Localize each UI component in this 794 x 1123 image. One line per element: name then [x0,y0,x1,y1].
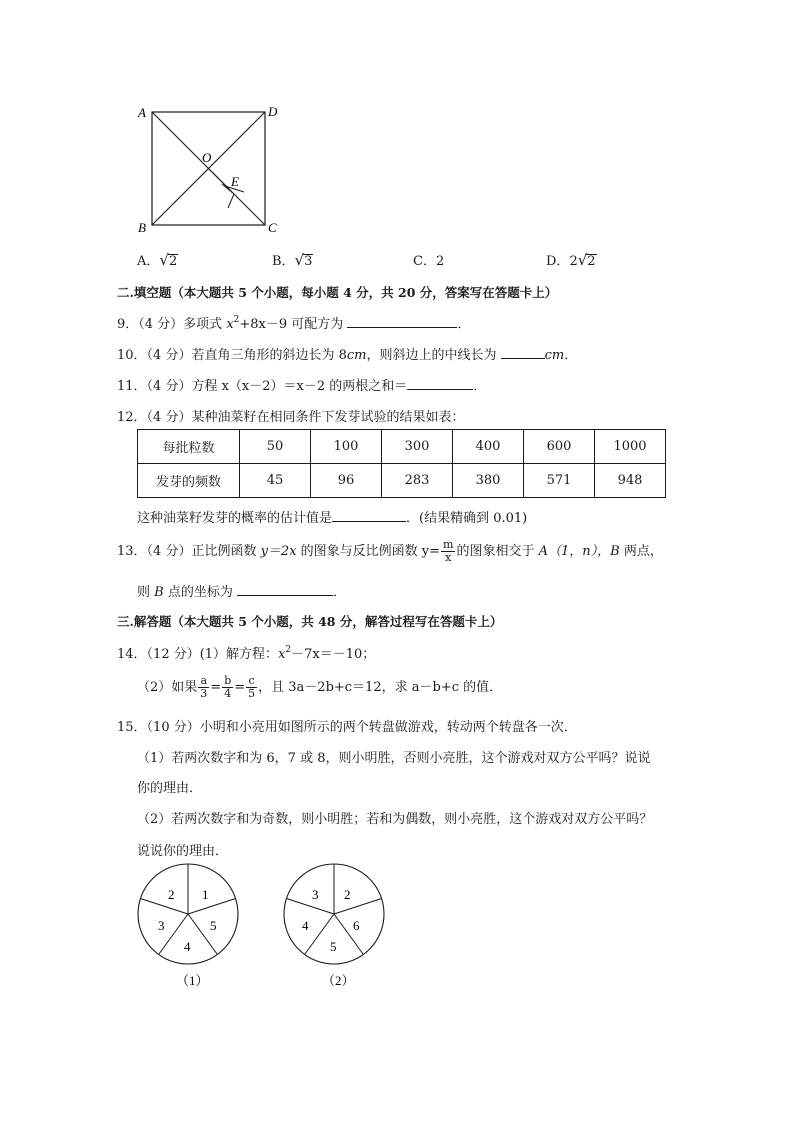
option-a-radicand: 2 [168,254,178,269]
q14-fraction-a [198,675,209,700]
q13-l1-b: 的图象与反比例函数 y= [296,544,441,559]
question-11 [117,375,486,394]
q13-l1-c: 的图象相交于 [456,544,539,559]
option-c-value: 2 [435,254,445,269]
table-cell: 380 [453,464,524,498]
q13-l2-c: 点的坐标为 [163,585,237,600]
spinner-1-number: 5 [210,918,217,933]
q14-l1-exp: 2 [285,645,292,655]
table-cell: 100 [311,430,382,464]
table-cell: 45 [240,464,311,498]
table-header-cell: 发芽的频数 [138,464,240,498]
option-d-coef: 2 [569,254,578,269]
table-header-cell: 每批粒数 [138,430,240,464]
table-cell: 283 [382,464,453,498]
option-b: B．√3 [272,251,313,269]
q14-l2-a: （2）如果 [137,680,198,695]
spinner-1-number: 4 [184,939,191,954]
q13-l1-pt: A（1，n），B [538,544,620,559]
q14-f3-den: 5 [248,687,256,700]
option-a: A．√2 [137,251,178,269]
q13-l1-d: 两点， [619,544,663,559]
q10-answer-blank [501,346,545,359]
section-3-title: 三.解答题（本大题共 5 个小题，共 48 分，解答过程写在答题卡上） [117,614,503,629]
table-cell: 600 [524,430,595,464]
question-10 [117,344,577,363]
q11-end: ． [473,379,487,394]
q14-l2-b: ，且 3a－2b+c＝12，求 a－b+c 的值． [258,680,503,695]
question-9 [117,313,470,332]
question-14-line-2 [137,675,502,700]
table-cell: 948 [595,464,666,498]
spinner-1-caption: （1） [176,973,209,988]
label-c: C [268,220,277,235]
question-15-line-5: 说说你的理由． [137,844,229,859]
table-cell: 300 [382,430,453,464]
option-d-radicand: 2 [587,254,596,269]
question-12: 12．（4 分）某种油菜籽在相同条件下发芽试验的结果如表： [117,410,465,425]
q10-unit-2: cm [544,348,565,363]
q12-answer-blank [332,509,406,522]
question-13-line-2 [137,581,346,600]
q13-l2-a: 则 [137,585,155,600]
label-b: B [138,220,146,235]
q9-mid: +8x－9 可配方为 [239,317,348,332]
option-b-radicand: 3 [304,254,313,269]
question-15-line-3: 你的理由． [137,781,203,796]
section-2-title: 二.填空题（本大题共 5 个小题，每小题 4 分，共 20 分，答案写在答题卡上） [117,285,558,300]
label-o: O [202,150,212,165]
table-row [138,464,666,498]
question-13-line-1 [117,539,663,564]
question-15-line-2: （1）若两次数字和为 6，7 或 8，则小明胜，否则小亮胜，这个游戏对双方公平吗？说说 [137,751,651,766]
q14-l1-var: x [278,647,286,662]
q12-after-a: 这种油菜籽发芽的概率的估计值是 [137,511,333,526]
q14-l1-a: 14．（12 分）(1）解方程： [117,647,279,662]
spinner-2-number: 2 [344,887,351,902]
q14-f1-num: a [198,675,209,688]
table-cell: 96 [311,464,382,498]
q14-eq-1: = [210,680,222,695]
q14-f3-num: c [246,675,257,688]
table-cell: 400 [453,430,524,464]
table-row [138,430,666,464]
label-e: E [231,174,239,189]
label-a: A [138,105,146,120]
spinner-2-number: 4 [302,918,309,933]
q9-answer-blank [347,315,457,328]
spinner-2-caption: （2） [322,973,355,988]
label-d: D [268,104,278,119]
question-14-line-1 [117,643,375,662]
q13-l1-a: 13．（4 分）正比例函数 [117,544,261,559]
q13-answer-blank [237,583,333,596]
q11-answer-blank [407,377,473,390]
spinner-2 [282,864,386,994]
q11-prefix: 11．（4 分）方程 x（x－2）＝x－2 的两根之和＝ [117,379,408,394]
spinner-2-number: 5 [330,939,337,954]
option-c-letter: C． [413,254,436,269]
q14-fraction-c [246,675,257,700]
table-cell: 1000 [595,430,666,464]
q14-eq-2: = [234,680,246,695]
table-cell: 50 [240,430,311,464]
q10-end: ． [564,348,578,363]
q14-f2-num: b [224,674,232,687]
q9-prefix: 9．（4 分）多项式 [117,317,227,332]
q14-l1-b: －7x＝－10； [291,647,376,662]
q12-followup [137,507,527,526]
option-b-letter: B． [272,254,295,269]
table-cell: 571 [524,464,595,498]
option-d-letter: D． [546,254,570,269]
q13-frac-num: m [443,538,454,551]
q14-f1-den: 3 [200,687,208,700]
spinner-2-number: 3 [312,887,319,902]
square-figure [130,100,290,240]
q13-fraction [441,539,455,564]
spinner-1 [136,864,240,994]
q9-var: x [226,317,234,332]
spinner-1-number: 2 [168,887,175,902]
q10-mid: ，则斜边上的中线长为 [366,348,501,363]
q9-end: ． [457,317,471,332]
q14-fraction-b [222,675,233,700]
q13-l2-b: B [154,585,164,600]
spinner-1-number: 1 [202,887,209,902]
q13-l1-fn: y＝2x [260,544,297,559]
q13-l2-end: ． [332,585,346,600]
question-15-line-4: （2）若两次数字和为奇数，则小明胜；若和为偶数，则小亮胜，这个游戏对双方公平吗？ [137,812,653,827]
q9-exp: 2 [233,315,240,325]
spinner-2-number: 6 [353,918,360,933]
q14-f2-den: 4 [224,687,232,700]
q12-after-b: ．(结果精确到 0.01) [406,511,528,526]
option-d: D．2√2 [546,251,596,269]
q10-prefix: 10．（4 分）若直角三角形的斜边长为 8 [117,348,347,363]
seed-table [137,429,666,498]
option-a-letter: A． [137,254,160,269]
option-c [413,250,444,269]
q10-unit: cm [346,348,367,363]
spinner-1-number: 3 [158,918,165,933]
q13-frac-den: x [445,551,452,564]
question-15-line-1: 15．（10 分）小明和小亮用如图所示的两个转盘做游戏，转动两个转盘各一次． [117,720,577,735]
